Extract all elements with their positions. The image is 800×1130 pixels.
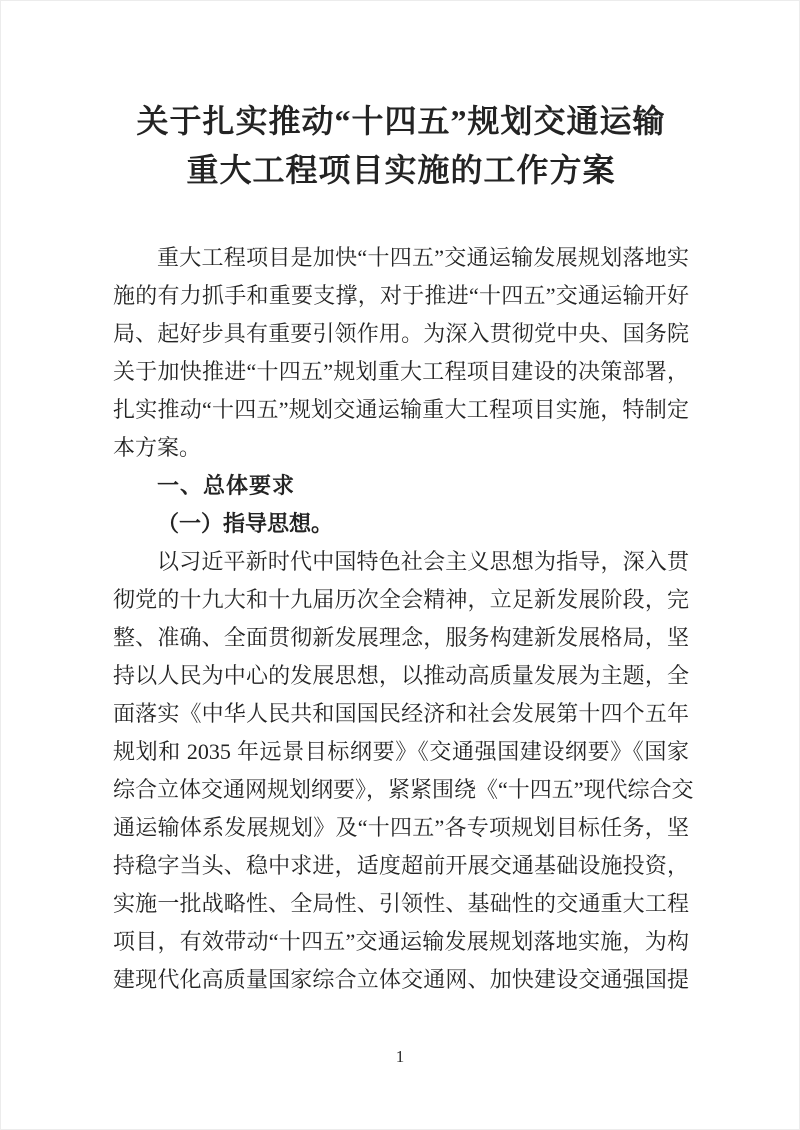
subsection-heading-guiding-ideology: （一）指导思想。 [157,511,334,536]
document-title [113,97,689,195]
text-line: 扎实推动“十四五”规划交通运输重大工程项目实施，特制定 [113,397,689,422]
text-line: 施的有力抓手和重要支撑，对于推进“十四五”交通运输开好 [113,283,689,308]
text-line: 关于扎实推动“十四五”规划交通运输 [136,103,666,139]
text-line: 综合立体交通网规划纲要》，紧紧围绕《“十四五”现代综合交 [113,777,694,802]
text-line: 建现代化高质量国家综合立体交通网、加快建设交通强国提 [113,967,689,992]
paragraph-guiding-ideology [113,543,694,999]
text-line: 持以人民为中心的发展思想，以推动高质量发展为主题，全 [113,663,689,688]
document-body [113,239,694,999]
page-number: 1 [395,1047,405,1066]
text-line: 实施一批战略性、全局性、引领性、基础性的交通重大工程 [113,891,689,916]
text-line: 彻党的十九大和十九届历次全会精神，立足新发展阶段，完 [113,587,689,612]
paragraph-intro [113,239,689,467]
text-line: 持稳字当头、稳中求进，适度超前开展交通基础设施投资， [113,853,689,878]
text-line: 规划和 2035 年远景目标纲要》《交通强国建设纲要》《国家 [113,739,689,764]
text-line: 重大工程项目实施的工作方案 [186,152,616,188]
text-line: 通运输体系发展规划》及“十四五”各专项规划目标任务，坚 [113,815,689,840]
text-line: 重大工程项目是加快“十四五”交通运输发展规划落地实 [157,245,689,270]
text-line: 本方案。 [113,435,202,460]
text-line: 关于加快推进“十四五”规划重大工程项目建设的决策部署， [113,359,689,384]
text-line: 面落实《中华人民共和国国民经济和社会发展第十四个五年 [113,701,689,726]
document-content [113,1,694,999]
text-line: 局、起好步具有重要引领作用。为深入贯彻党中央、国务院 [113,321,689,346]
text-line: 项目，有效带动“十四五”交通运输发展规划落地实施，为构 [113,929,689,954]
text-line: 整、准确、全面贯彻新发展理念，服务构建新发展格局，坚 [113,625,689,650]
text-line: 以习近平新时代中国特色社会主义思想为指导，深入贯 [157,549,689,574]
section-heading-overall-requirements: 一、总体要求 [157,473,296,498]
